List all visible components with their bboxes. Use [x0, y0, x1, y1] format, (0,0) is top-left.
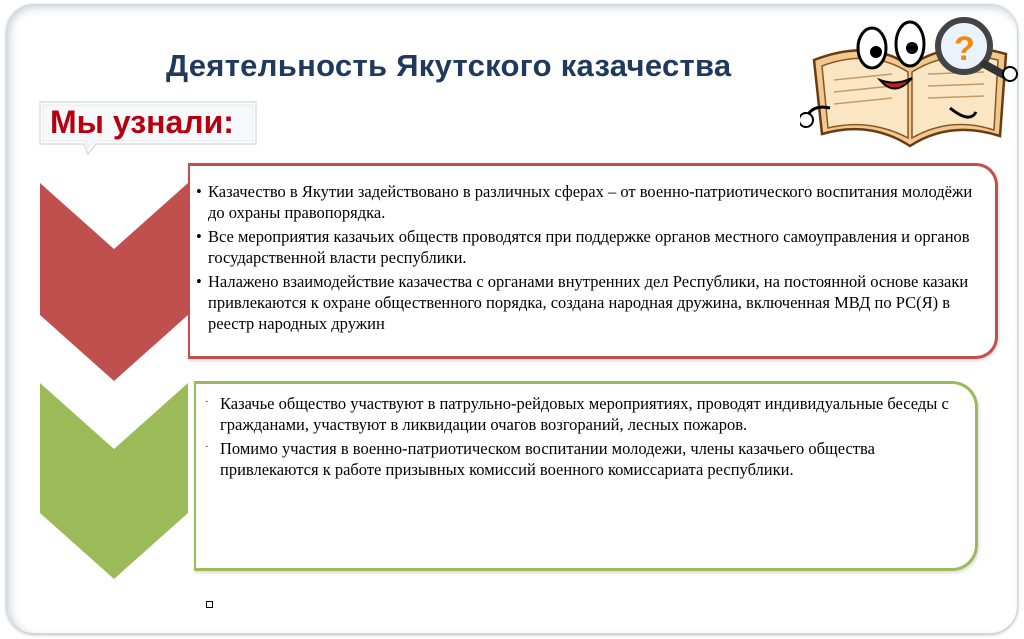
callout-bubble	[36, 98, 262, 150]
empty-bullet-marker	[206, 601, 213, 608]
bullet-icon: •	[196, 182, 202, 201]
slide-title: Деятельность Якутского казачества	[166, 48, 732, 83]
callout-label: Мы узнали:	[50, 104, 234, 140]
chevron-down-green-icon	[40, 383, 188, 579]
bullet-list-green	[203, 393, 963, 483]
list-item: • Налажено взаимодействие казачества с органами внутренних дел Республики, на постоянной основе казаки привлекаются к охране общественного порядка, создана народная дружина, включенная МВД по РС(Я) в реестр народных дружин	[196, 272, 969, 333]
chevron-down-red-icon	[40, 183, 188, 381]
list-item: · Казачье общество участвуют в патрульно-рейдовых мероприятиях, проводят индивидуальные беседы с гражданами, участвуют в ликвидации очагов возгораний, лесных пожаров.	[205, 394, 949, 434]
bullet-icon: ·	[205, 396, 209, 408]
list-item: • Все мероприятия казачьих обществ проводятся при поддержке органов местного самоуправления и органов государственной власти республики.	[196, 227, 970, 267]
list-item: · Помимо участия в военно-патриотическом воспитании молодежи, члены казачьего общества привлекаются к работе призывных комиссий военного комиссариата республики.	[205, 439, 875, 479]
bullet-icon: •	[196, 272, 202, 291]
svg-text:?: ?	[954, 30, 975, 68]
list-item: • Казачество в Якутии задействовано в различных сферах – от военно-патриотического воспитания молодёжи до охраны правопорядка.	[196, 182, 973, 222]
book-mascot-with-magnifier-icon	[800, 8, 1020, 158]
bullet-icon: •	[196, 227, 202, 246]
bullet-icon: ·	[205, 441, 209, 453]
bullet-list-red	[196, 181, 986, 337]
